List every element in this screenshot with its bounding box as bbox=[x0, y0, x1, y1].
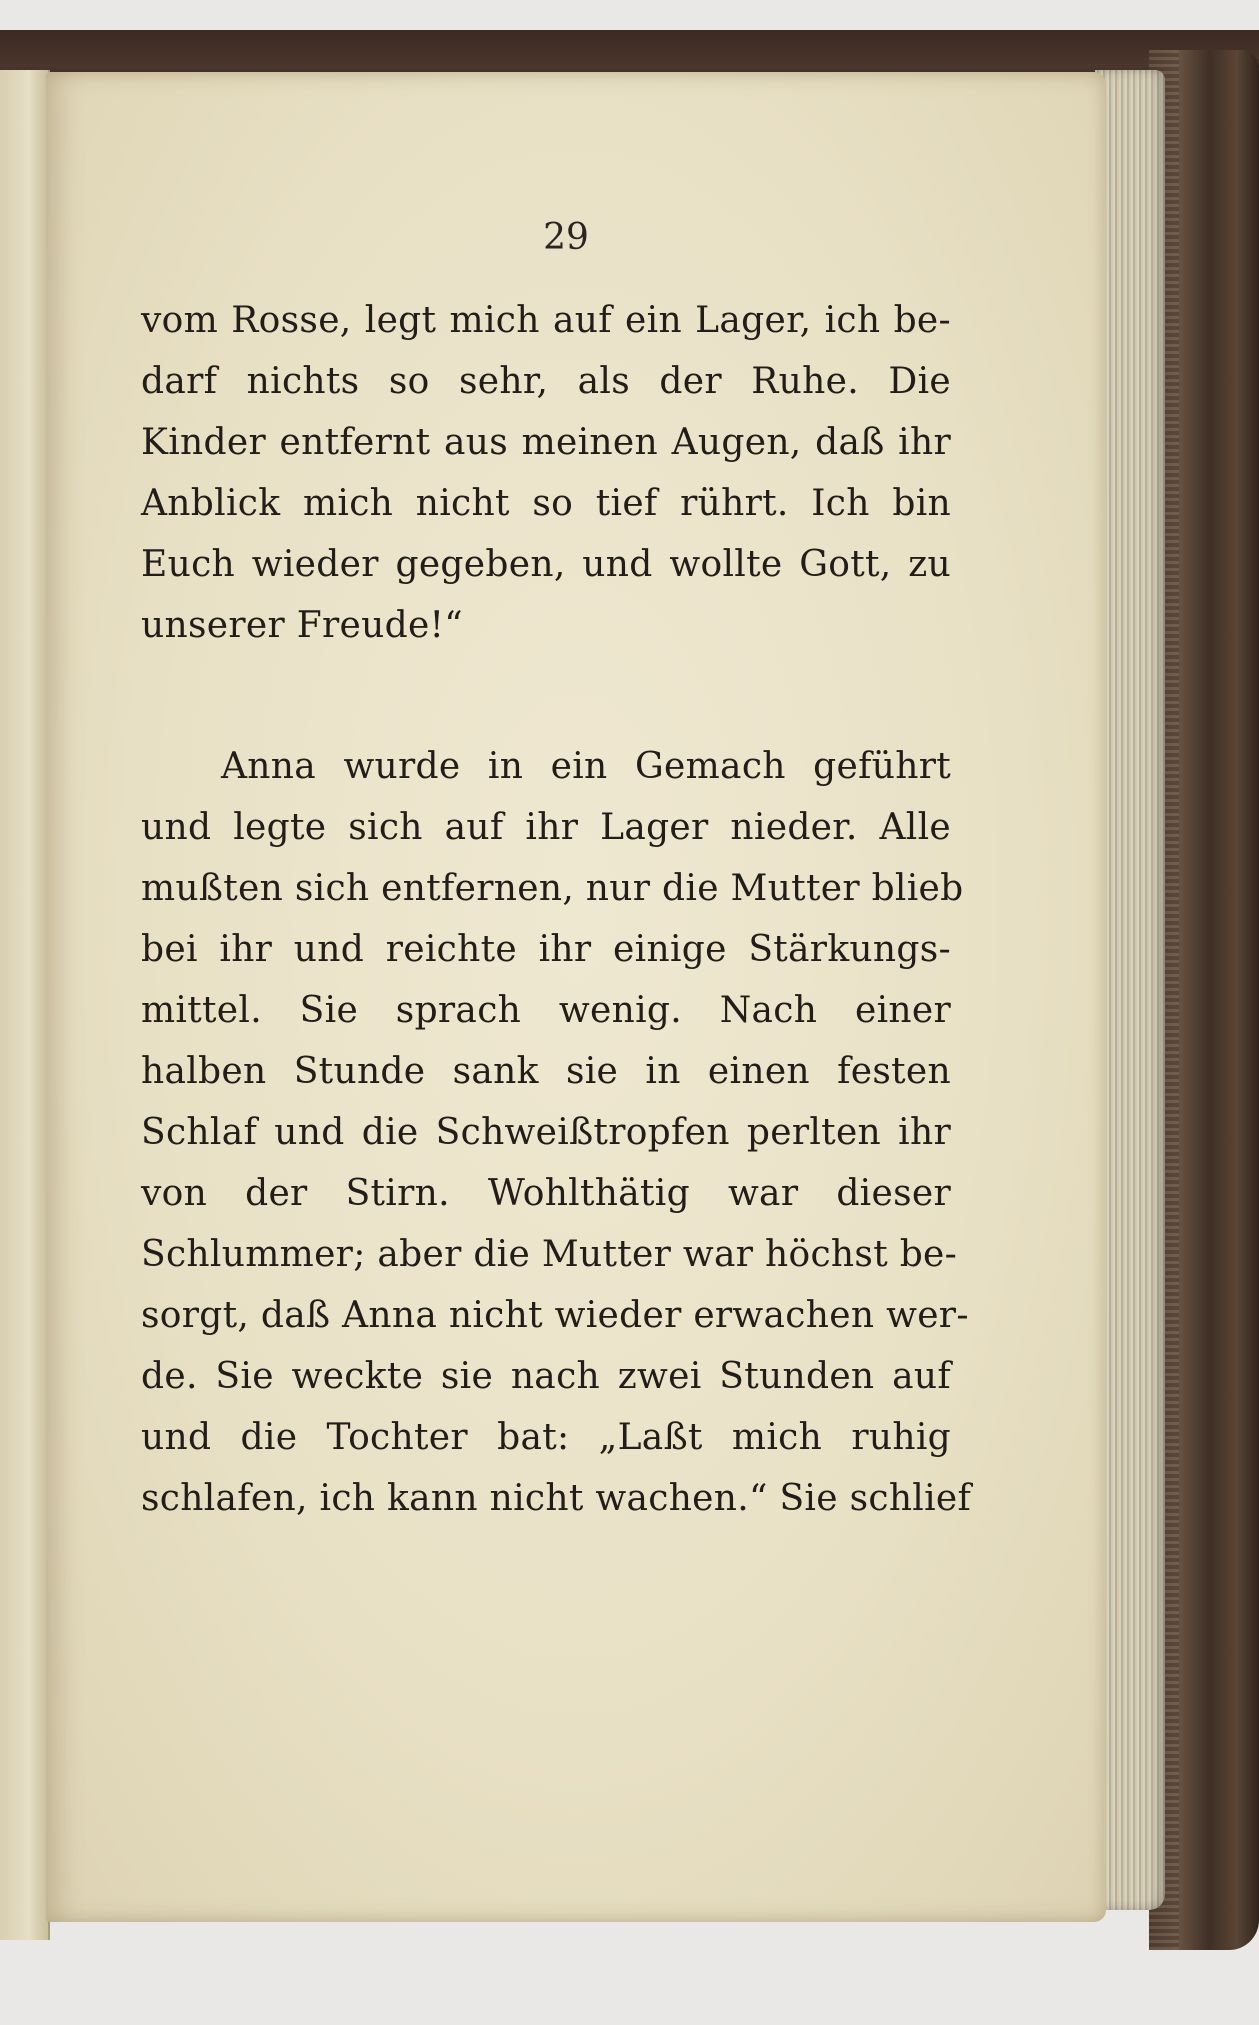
book-cover-spine bbox=[1149, 50, 1259, 1950]
text-line: Anblick mich nicht so tief rührt. Ich bin bbox=[141, 483, 951, 524]
text-line: Schlummer; aber die Mutter war höchst be- bbox=[141, 1234, 958, 1275]
page-text bbox=[141, 290, 972, 1529]
text-line: vom Rosse, legt mich auf ein Lager, ich be- bbox=[141, 300, 951, 341]
paragraph-gap bbox=[141, 656, 951, 736]
text-line: und die Tochter bat: „Laßt mich ruhig bbox=[141, 1417, 951, 1458]
text-line: darf nichts so sehr, als der Ruhe. Die bbox=[141, 361, 951, 402]
text-line: bei ihr und reichte ihr einige Stärkungs- bbox=[141, 929, 951, 970]
previous-page-edge bbox=[0, 70, 50, 1940]
book-page bbox=[46, 72, 1106, 1922]
text-line: sorgt, daß Anna nicht wieder erwachen wer- bbox=[141, 1295, 969, 1336]
page-number: 29 bbox=[543, 217, 589, 258]
text-line: Kinder entfernt aus meinen Augen, daß ihr bbox=[141, 422, 951, 463]
text-line: mußten sich entfernen, nur die Mutter blieb bbox=[141, 868, 964, 909]
text-line: Anna wurde in ein Gemach geführt bbox=[221, 746, 951, 787]
text-line: und legte sich auf ihr Lager nieder. Alle bbox=[141, 807, 951, 848]
text-line: halben Stunde sank sie in einen festen bbox=[141, 1051, 951, 1092]
text-line: mittel. Sie sprach wenig. Nach einer bbox=[141, 990, 951, 1031]
text-line: von der Stirn. Wohlthätig war dieser bbox=[141, 1173, 951, 1214]
text-line: de. Sie weckte sie nach zwei Stunden auf bbox=[141, 1356, 951, 1397]
text-line: unserer Freude!“ bbox=[141, 605, 464, 646]
text-line: schlafen, ich kann nicht wachen.“ Sie schlief bbox=[141, 1478, 972, 1519]
text-line: Schlaf und die Schweißtropfen perlten ihr bbox=[141, 1112, 951, 1153]
text-line: Euch wieder gegeben, und wollte Gott, zu bbox=[141, 544, 951, 585]
